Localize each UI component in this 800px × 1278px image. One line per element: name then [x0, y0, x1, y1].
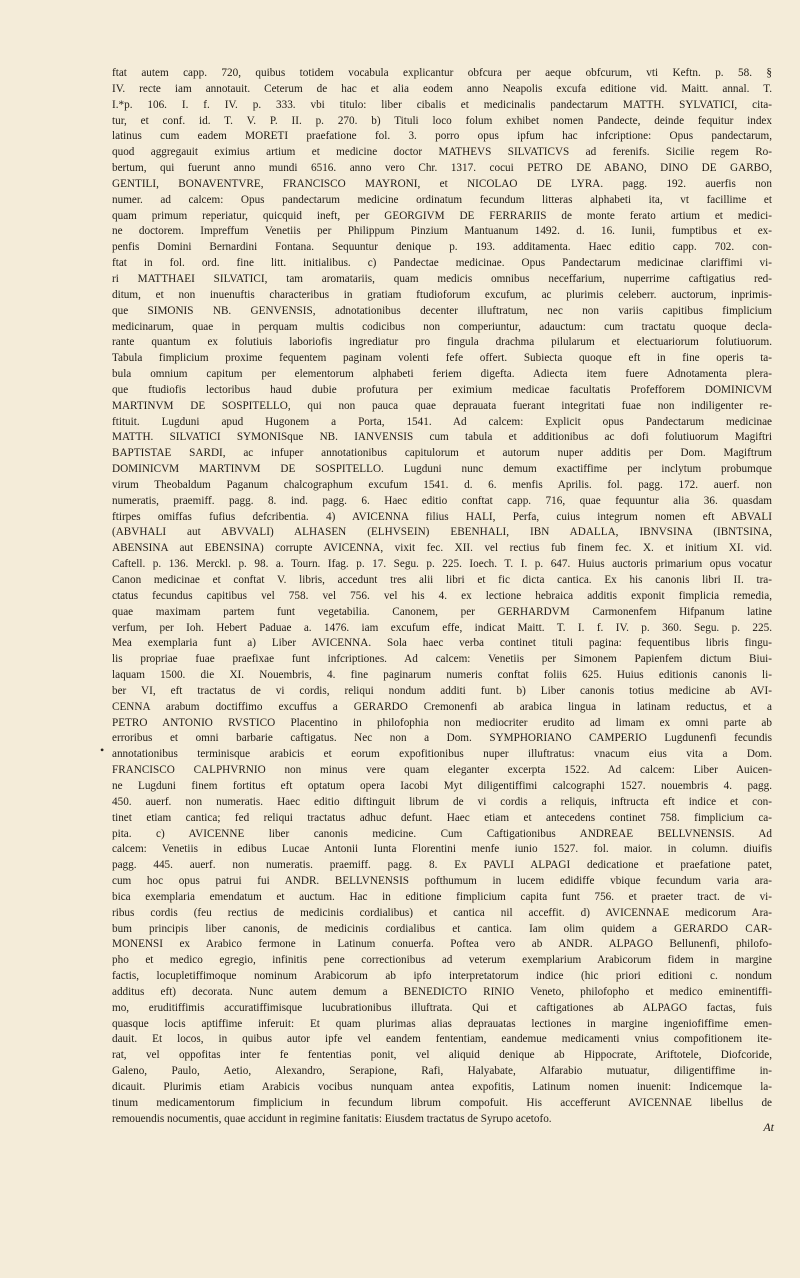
- text-line: Tabula fimplicium proxime fequentem paginam volenti fefe offert. Subiecta quoque eft in fine operis ta-: [112, 352, 772, 365]
- text-line: tur, et conf. id. T. V. P. II. p. 270. b) Tituli loco folum exhibet nomen Pandecte, deinde fequitur index: [112, 114, 772, 127]
- text-line: virum Theobaldum Paganum chalcographum excufum 1541. d. 6. menfis Aprilis. fol. pagg. 172. auerf. non: [112, 478, 772, 491]
- text-line: bica exemplaria emendatum et auctum. Hac in editione fimplicium capita funt 756. et praeter tract. de vi-: [112, 890, 772, 903]
- text-line: additus eft) decorata. Nunc autem demum a BENEDICTO RINIO Veneto, philofopho et medico eminentiffi-: [112, 985, 772, 998]
- text-line: Caftell. p. 136. Merckl. p. 98. a. Tourn. Ifag. p. 17. Segu. p. 225. Ioech. T. I. p. 647. Huius auctoris primarium opus vocatur: [112, 558, 772, 571]
- text-line: ftat in fol. ord. fine litt. initialibus. c) Pandectae medicinae. Opus Pandectarum medicinae clariffimi vi-: [112, 257, 772, 270]
- text-line: ABENSINA aut EBENSINA) corrupte AVICENNA, vixit fec. XII. vel rectius fub finem fec. X. et initium XI. vid.: [112, 542, 772, 555]
- text-line: tinet etiam cantica; fed reliqui tractatus adhuc defunt. Haec etiam et antecedens continet 758. fimplicium ca-: [112, 811, 772, 824]
- text-line: MATTH. SILVATICI SYMONISque NB. IANVENSIS cum tabula et additionibus ac dofi folutiuorum Magiftri: [112, 431, 772, 444]
- text-line: quam primum reperiatur, quicquid ineft, per GEORGIVM DE FERRARIIS de monte ferato artium et medici-: [112, 209, 772, 222]
- text-line: PETRO ANTONIO RVSTICO Placentino in philofophia non mediocriter erudito ad limam ex omni parte ab: [112, 716, 772, 729]
- text-line: BAPTISTAE SARDI, ac infuper annotationibus capitulorum et autorum nuper additis per Dom. Magiftrum: [112, 447, 772, 460]
- text-line: MARTINVM DE SOSPITELLO, qui non pauca quae deprauata fuerant integritati fuae non indiligenter re-: [112, 399, 772, 412]
- text-line: ber VI, eft tractatus de vi cordis, reliqui nondum additi funt. b) Liber canonis totius medicine ab AVI-: [112, 684, 772, 697]
- text-line: que SIMONIS NB. GENVENSIS, adnotationibus decenter illuftratum, nec non variis capitibus fimplicium: [112, 304, 772, 317]
- text-line: lis propriae fuae praefixae funt infcriptiones. Ad calcem: Venetiis per Simonem Papienfem dictum Biui-: [112, 653, 772, 666]
- text-line: CENNA arabum doctiffimo excuffus a GERARDO Cremonenfi ab arabica lingua in latinam reductus, et a: [112, 700, 772, 713]
- text-line: laquam 1500. die XI. Nouembris, 4. fine paginarum numeris conftat foliis 625. Huius editionis canonis li-: [112, 669, 772, 682]
- text-line: FRANCISCO CALPHVRNIO non minus vere quam eleganter excerpta 1522. Ad calcem: Liber Auicen-: [112, 764, 772, 777]
- text-line: pita. c) AVICENNE liber canonis medicine. Cum Caftigationibus ANDREAE BELLVNENSIS. Ad: [112, 827, 772, 840]
- text-line: latinus cum eadem MORETI praefatione fol. 3. porro opus ipfum hac infcriptione: Opus pandectarum,: [112, 130, 772, 143]
- text-line: ne Lugduni finem fortitus eft optatum opera Iacobi Myt diligentiffimi calcographi 1527. nouembris 4. pagg.: [112, 779, 772, 792]
- text-line: ftituit. Lugduni apud Hugonem a Porta, 1541. Ad calcem: Explicit opus Pandectarum medicinae: [112, 415, 772, 428]
- text-line: IV. recte iam annotauit. Ceterum de hac et alia eodem anno Neapolis excufa editione vid. Maitt. annal. T.: [112, 82, 772, 95]
- text-line: verfum, per Ioh. Hebert Paduae a. 1476. iam excufum effe, indicat Maitt. T. I. f. IV. p. 360. Segu. p. 225.: [112, 621, 772, 634]
- text-line: Mea exemplaria funt a) Liber AVICENNA. Sola haec verba continet tituli pagina: fequentibus libris fingu-: [112, 637, 772, 650]
- text-line: Canon medicinae et conftat V. libris, accedunt tres alii libri et fic dicta cantica. Ex his canonis libri II. tra-: [112, 574, 772, 586]
- catchword: At: [763, 1120, 774, 1134]
- text-line: quod aggregauit eximius artium et medicine doctor MATHEVS SILVATICVS ad ferenifs. Sicilie regem Ro-: [112, 146, 772, 159]
- text-line: remouendis nocumentis, quae accidunt in regimine fanitatis: Eiusdem tractatus de Syrupo acetofo.: [112, 1112, 552, 1125]
- text-line: rante quantum ex folutiuis laboriofis ingrediatur pro fingula drachma pilularum et electuariorum folutiuorum.: [112, 336, 772, 349]
- margin-mark: •: [100, 743, 105, 757]
- text-line: 450. auerf. non numeratis. Haec editio diftinguit librum de vi cordis a reliquis, inftructa eft indice et con-: [112, 795, 772, 808]
- text-line: rat, vel oppofitas inter fe fententias ponit, vel aliquid denique ab Hippocrate, Ariftotele, Diofcoride,: [112, 1049, 772, 1062]
- text-line: pho et medico egregio, infinitis pene correctionibus ad veterum exemplarium Arabicorum fidem in margine: [112, 954, 772, 967]
- text-line: erroribus et omni barbarie caftigatus. Nec non a Dom. SYMPHORIANO CAMPERIO Lugdunenfi fecundis: [112, 732, 772, 745]
- text-line: Galeno, Paulo, Aetio, Alexandro, Serapione, Rafi, Halyabate, Alfarabio mutuatur, diligentiffime in-: [112, 1065, 772, 1078]
- text-line: dicauit. Plurimis etiam Arabicis vocibus nunquam antea expofitis, Latinum nomen inuenit: Indicemque la-: [112, 1081, 772, 1093]
- text-line: DOMINICVM MARTINVM DE SOSPITELLO. Lugduni nunc demum exactiffime per inclytum probumque: [112, 463, 772, 476]
- text-line: ctatus fecundus capitibus vel 758. vel 756. vel his 4. ex lectione hebraica additis exponit fimplicia remedia,: [112, 589, 772, 602]
- text-line: dauit. Et locos, in quibus autor ipfe vel eandem fententiam, eandemue medicamenti vnius compofitionem ite-: [112, 1033, 772, 1046]
- text-line: bertum, qui fuerunt anno mundi 6516. anno vero Chr. 1317. cocui PETRO DE ABANO, DINO DE GARBO,: [112, 162, 772, 175]
- text-line: I.*p. 106. I. f. IV. p. 333. vbi titulo: liber cibalis et medicinalis pandectarum MATTH. SYLVATICI, cita-: [112, 98, 772, 111]
- text-line: ftirpes omiffas fufius defcribentia. 4) AVICENNA filius HALI, Perfa, cuius integrum nomen eft ABVALI: [112, 510, 772, 523]
- text-line: (ABVHALI aut ABVVALI) ALHASEN (ELHVSEIN) EBENHALI, IBN ADALLA, IBNVSINA (IBNTSINA,: [112, 526, 772, 539]
- text-line: factis, locupletiffimoque nominum Arabicorum ab ipfo interpretatorum indice (hic priori editioni c. nondum: [112, 970, 772, 983]
- text-line: annotationibus terminisque arabicis et eorum expofitionibus nuper illuftratus: vnacum eius vita a Dom.: [112, 748, 772, 761]
- text-line: numeratis, praemiff. pagg. 8. ind. pagg. 6. Haec editio conftat capp. 716, quae fequuntur alia 36. quasdam: [112, 494, 772, 507]
- text-line: ri MATTHAEI SILVATICI, tam aromatariis, quam medicis omnibus neceffarium, nuperrime caftigatius red-: [112, 272, 772, 285]
- text-line: ribus cordis (feu rectius de medicinis cordialibus) et cantica nil acceffit. d) AVICENNAE medicorum Ara-: [112, 906, 772, 919]
- text-line: pagg. 445. auerf. non numeratis. praemiff. pagg. 8. Ex PAVLI ALPAGI dedicatione et praefatione patet,: [112, 859, 772, 872]
- body-text: [112, 66, 772, 1128]
- text-line: quae maximam partem funt vegetabilia. Canonem, per GERHARDVM Carmonenfem Hifpanum latine: [112, 605, 772, 618]
- text-line: calcem: Venetiis in edibus Lucae Antonii Iunta Florentini menfe iunio 1527. fol. maior. in column. diuifis: [112, 843, 772, 856]
- text-line: bum principis liber canonis, de medicinis cordialibus et cantica. Iam olim quidem a GERARDO CAR-: [112, 922, 772, 935]
- text-line: ne doctorem. Impreffum Venetiis per Philippum Pinzium Mantuanum 1492. d. 16. Iunii, fumptibus et ex-: [112, 225, 772, 238]
- text-line: quasque locis aptiffime inferuit: Et quam plurimas alias deprauatas lectiones in margine ingeniofiffime emen-: [112, 1017, 772, 1030]
- text-line: MONENSI ex Arabico fermone in Latinum conuerfa. Poftea vero ab ANDR. ALPAGO Bellunenfi, philofo-: [112, 938, 772, 951]
- text-line: ditum, et non inuenuftis characteribus in gratiam ftudioforum excufum, ac plurimis celeberr. auctorum, inprimis-: [112, 288, 772, 301]
- text-line: medicinarum, quae in perquam multis codicibus non comperiuntur, adauctum: cum tractatu quoque decla-: [112, 320, 772, 333]
- text-line: numer. ad calcem: Opus pandectarum medicine ordinatum fecundum litteras alphabeti ita, vt facillime et: [112, 193, 772, 206]
- text-line: tinum medicamentorum fimplicium in fecundum librum compofuit. His accefferunt AVICENNAE libellus de: [112, 1096, 772, 1109]
- text-line: bula omnium capitum per elementorum alphabeti feriem digefta. Adiecta item fuere Adnotamenta plera-: [112, 368, 772, 381]
- text-line: cum hoc opus patrui fui ANDR. BELLVNENSIS pofthumum in lucem edidiffe vbique fecundum varia ara-: [112, 875, 772, 888]
- text-line: que ftudiofis lectoribus haud dubie profutura per eximium medicae facultatis Profefforem DOMINICVM: [112, 383, 772, 396]
- text-line: ftat autem capp. 720, quibus totidem vocabula explicantur obfcura per aeque obfcurum, vti Keftn. p. 58. §: [112, 67, 772, 79]
- text-line: mo, eruditiffimis accuratiffimisque lucubrationibus illuftrata. Qui et caftigationes ab ALPAGO factas, fuis: [112, 1001, 772, 1014]
- text-line: penfis Domini Bernardini Fontana. Sequuntur denique p. 193. additamenta. Haec editio capp. 702. con-: [112, 241, 772, 254]
- text-line: GENTILI, BONAVENTVRE, FRANCISCO MAYRONI, et NICOLAO DE LYRA. pagg. 192. auerfis non: [112, 177, 772, 190]
